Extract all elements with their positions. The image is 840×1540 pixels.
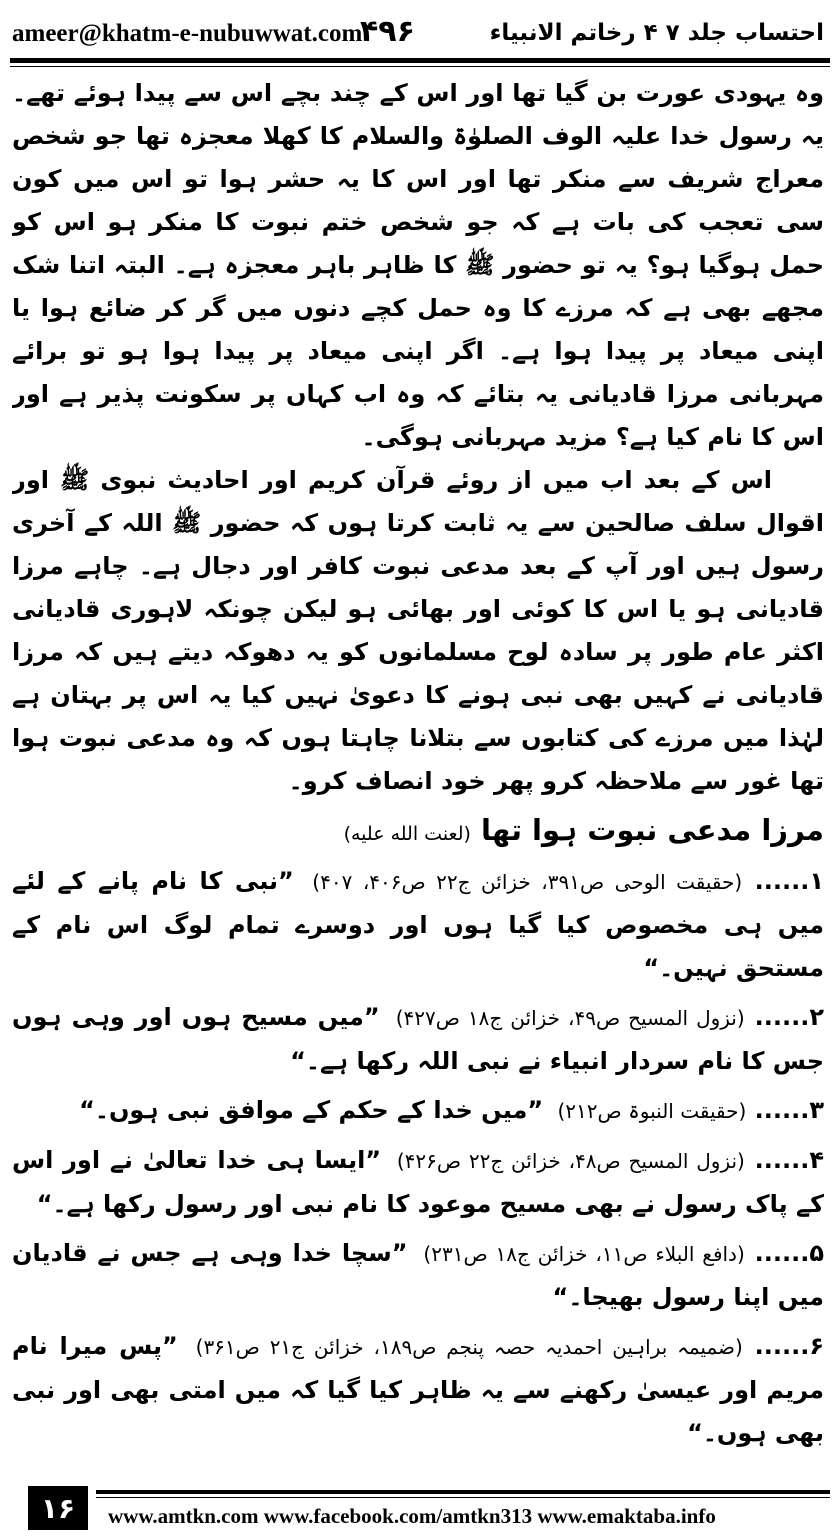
section-heading (12, 809, 824, 856)
list-item (12, 1461, 824, 1464)
item-quote: ”میں خدا کے حکم کے موافق نبی ہوں۔“ (79, 1096, 544, 1124)
item-reference: (ضمیمہ براہین احمدیہ حصہ پنجم ص۱۸۹، خزائن ج۲۱ ص۳۶۱) (195, 1335, 743, 1359)
list-item (12, 1139, 824, 1226)
header-rule-thin (10, 66, 830, 67)
item-number: ۶...... (754, 1332, 824, 1360)
footer-page-number: ۱۶ (28, 1486, 88, 1530)
item-number: ۳...... (754, 1096, 824, 1124)
list-item (12, 1089, 824, 1133)
item-quote: ”پس میرا نام مریم اور عیسیٰ رکھنے سے یہ ظاہر کیا گیا کہ میں امتی بھی اور نبی بھی ہوں۔“ (12, 1332, 824, 1447)
header-rule-thick (10, 58, 830, 63)
item-quote: ”نبی کا نام پانے کے لئے میں ہی مخصوص کیا گیا ہوں اور دوسرے تمام لوگ اس نام کے مستحق نہیں۔“ (12, 867, 824, 982)
footer-rule-thin (96, 1497, 830, 1498)
footer-urls: www.amtkn.com www.facebook.com/amtkn313 www.emaktaba.info (108, 1504, 716, 1528)
item-quote: ”میں مسیح ہوں اور وہی ہوں جس کا نام سردار انبیاء نے نبی اللہ رکھا ہے۔“ (12, 1003, 824, 1075)
header-page-number: ۴۹۶ (360, 14, 415, 49)
page-footer (0, 1476, 840, 1540)
page-content (12, 72, 824, 1464)
list-item (12, 996, 824, 1083)
item-quote: ”سچا خدا وہی ہے جس نے قادیان میں اپنا رسول بھیجا۔“ (12, 1239, 824, 1311)
item-reference: (نزول المسیح ص۴۹، خزائن ج۱۸ ص۴۲۷) (395, 1006, 745, 1030)
section-title: مرزا مدعی نبوت ہوا تھا (481, 813, 824, 847)
list-item (12, 860, 824, 990)
body-paragraph-1: وہ یہودی عورت بن گیا تھا اور اس کے چند بچے اس سے پیدا ہوئے تھے۔ یہ رسول خدا علیہ الوف الصلوٰۃ والسلام کا کھلا معجزہ تھا جو شخص معراج شریف سے منکر تھا اور اس کا یہ حشر ہوا تو اس میں کون سی تعجب کی بات ہے کہ جو شخص ختم نبوت کا منکر ہو اس کو حمل ہوگیا ہو؟ یہ تو حضور ﷺ کا ظاہر باہر معجزہ ہے۔ البتہ اتنا شک مجھے بھی ہے کہ مرزے کا وہ حمل کچے دنوں میں گر کر ضائع ہوا یا اپنی میعاد پر پیدا ہوا ہے۔ اگر اپنی میعاد پر پیدا ہوا ہو تو برائے مہربانی مرزا قادیانی یہ بتائے کہ وہ اب کہاں پر سکونت پذیر ہے اور اس کا نام کیا ہے؟ مزید مہربانی ہوگی۔ (12, 79, 824, 451)
list-item (12, 1232, 824, 1319)
footer-rule-thick (96, 1490, 830, 1494)
item-number (755, 1461, 824, 1464)
item-reference: (حقیقت النبوۃ ص۲۱۲) (557, 1099, 747, 1123)
list-item (12, 1325, 824, 1455)
item-number: ۵...... (754, 1239, 824, 1267)
item-quote: ”ایسا ہی خدا تعالیٰ نے اور اس کے پاک رسول نے بھی مسیح موعود کا نام نبی اور رسول رکھا ہے۔“ (12, 1146, 824, 1218)
header-running-title: احتساب جلد ۷ ۴ رخاتم الانبیاء (489, 20, 824, 46)
body-paragraph-2: اس کے بعد اب میں از روئے قرآن کریم اور احادیث نبوی ﷺ اور اقوال سلف صالحین سے یہ ثابت کرتا ہوں کہ حضور ﷺ اللہ کے آخری رسول ہیں اور آپ کے بعد مدعی نبوت کافر اور دجال ہے۔ چاہے مرزا قادیانی ہو یا اس کا کوئی اور بھائی ہو لیکن چونکہ لاہوری قادیانی اکثر عام طور پر سادہ لوح مسلمانوں کو یہ دھوکہ دیتے ہیں کہ مرزا قادیانی نے کہیں بھی نبی ہونے کا دعویٰ نہیں کیا یہ اس پر بہتان ہے لہٰذا میں مرزے کی کتابوں سے بتلانا چاہتا ہوں کہ وہ مدعی نبوت ہوا تھا غور سے ملاحظہ کرو پھر خود انصاف کرو۔ (12, 466, 824, 795)
page-header (0, 0, 840, 64)
item-number: ۴...... (754, 1146, 824, 1174)
header-email: ameer@khatm-e-nubuwwat.com (12, 20, 363, 47)
item-reference: (نزول المسیح ص۴۸، خزائن ج۲۲ ص۴۲۶) (396, 1149, 745, 1173)
item-reference: (حقیقت الوحی ص۳۹۱، خزائن ج۲۲ ص۴۰۶، ۴۰۷) (312, 870, 743, 894)
item-reference: (دافع البلاء ص۱۱، خزائن ج۱۸ ص۲۳۱) (423, 1242, 745, 1266)
section-title-note: (لعنت الله علیه) (343, 823, 471, 845)
item-number: ۲...... (754, 1003, 824, 1031)
item-number: ۱...... (754, 867, 824, 895)
